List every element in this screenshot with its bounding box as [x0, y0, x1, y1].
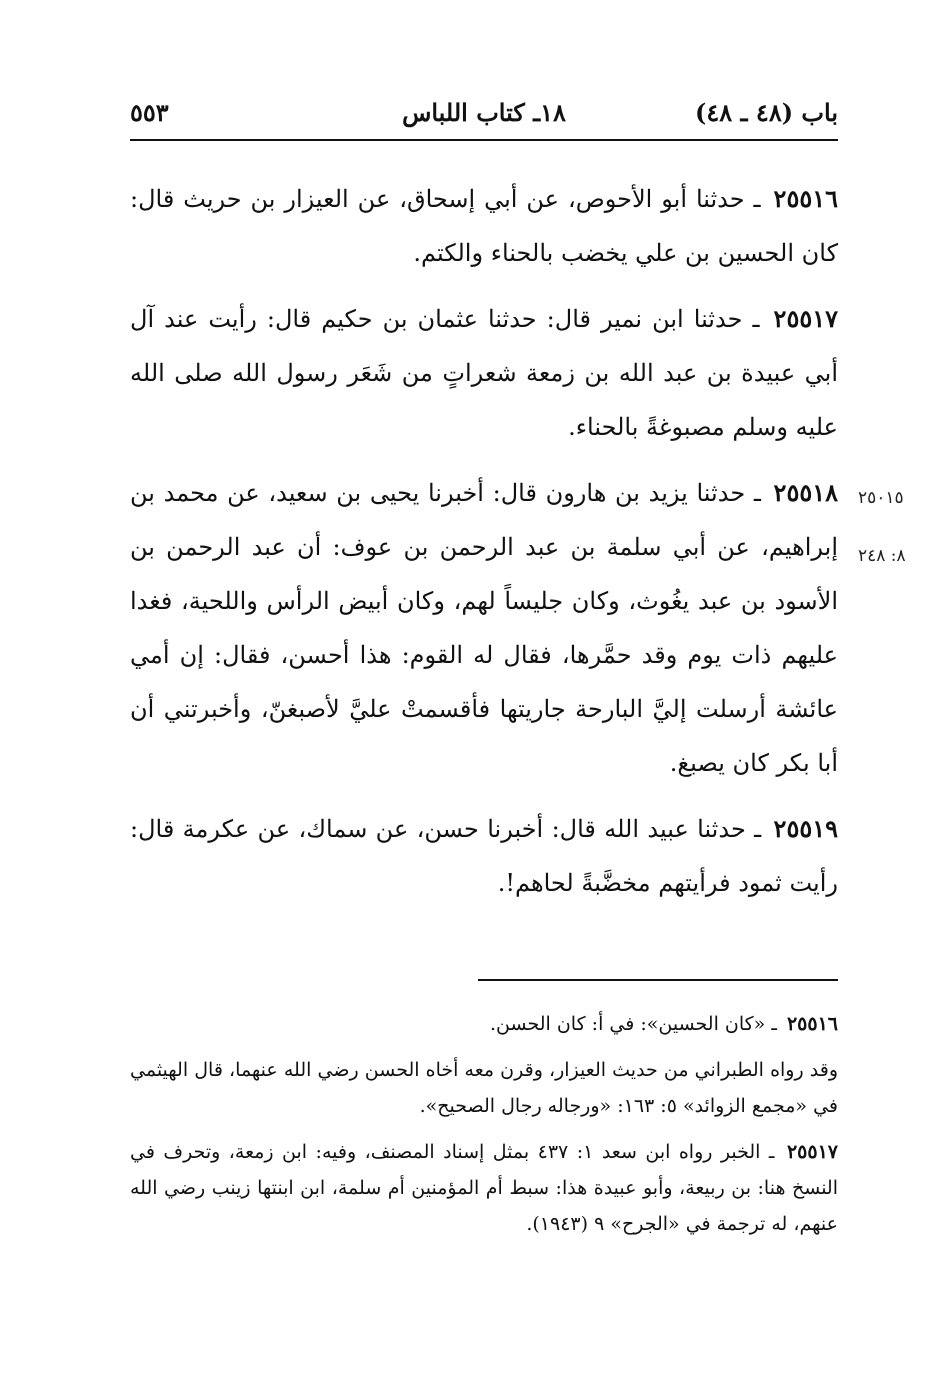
footnotes: [130, 1006, 838, 1252]
footnote-divider: [478, 979, 838, 981]
footnote-text: ـ الخبر رواه ابن سعد ١: ٤٣٧ بمثل إسناد المصنف، وفيه: ابن زمعة، وتحرف في النسخ هنا: بن ربيعة، وأبو عبيدة هذا: سبط أم المؤمنين أم سلمة، ابن ابنتها زينب رضي الله عنهم، له ترجمة في «الجرح» ٩ (١٩٤٣).: [130, 1141, 838, 1235]
footnote-25517: [130, 1134, 838, 1242]
hadith-text: ـ حدثنا يزيد بن هارون قال: أخبرنا يحيى بن سعيد، عن محمد بن إبراهيم، عن أبي سلمة بن عبد الرحمن بن عوف: أن عبد الرحمن بن الأسود بن عبد يغُوث، وكان جليساً لهم، وكان أبيض الرأس واللحية، فغدا عليهم ذات يوم وقد حمَّرها، فقال له القوم: هذا أحسن، فقال: إن أمي عائشة أرسلت إليَّ البارحة جاريتها فأقسمتْ عليَّ لأصبغنّ، وأخبرتني أن أبا بكر كان يصبغ.: [130, 479, 838, 777]
header-divider: [130, 139, 838, 141]
book-title: ١٨ـ كتاب اللباس: [402, 98, 566, 127]
hadith-number: ٢٥٥١٨: [773, 478, 838, 507]
chapter-label: باب (٤٨ ـ ٤٨): [695, 98, 838, 127]
hadith-number: ٢٥٥١٩: [773, 814, 838, 843]
hadith-text: ـ حدثنا أبو الأحوص، عن أبي إسحاق، عن العيزار بن حريث قال: كان الحسين بن علي يخضب بالحناء والكتم.: [130, 185, 838, 267]
hadith-25516: [130, 172, 838, 280]
footnote-number: ٢٥٥١٦: [786, 1013, 838, 1035]
page-number: ٥٥٣: [130, 98, 169, 127]
page-header: [130, 92, 838, 136]
hadith-25518: [130, 466, 838, 790]
footnote-text: وقد رواه الطبراني من حديث العيزار، وقرن معه أخاه الحسن رضي الله عنهما، قال الهيثمي في «مجمع الزوائد» ٥: ١٦٣: «ورجاله رجال الصحيح».: [130, 1059, 838, 1117]
footnote-continuation: [130, 1052, 838, 1124]
hadith-25519: [130, 802, 838, 910]
hadith-text: ـ حدثنا ابن نمير قال: حدثنا عثمان بن حكيم قال: رأيت عند آل أبي عبيدة بن عبد الله بن زمعة شعراتٍ من شَعَر رسول الله صلى الله عليه وسلم مصبوغةً بالحناء.: [130, 305, 838, 441]
footnote-number: ٢٥٥١٧: [786, 1141, 838, 1163]
hadith-number: ٢٥٥١٧: [773, 304, 838, 333]
footnote-25516: [130, 1006, 838, 1042]
margin-note-volume-page: ٨: ٢٤٨: [858, 546, 906, 566]
hadith-number: ٢٥٥١٦: [773, 184, 838, 213]
footnote-text: ـ «كان الحسين»: في أ: كان الحسن.: [490, 1013, 777, 1035]
hadith-25517: [130, 292, 838, 454]
main-text: [130, 172, 838, 922]
hadith-text: ـ حدثنا عبيد الله قال: أخبرنا حسن، عن سماك، عن عكرمة قال: رأيت ثمود فرأيتهم مخضَّبةً لحاهم!.: [130, 815, 838, 897]
margin-note-reference: ٢٥٠١٥: [858, 488, 904, 508]
